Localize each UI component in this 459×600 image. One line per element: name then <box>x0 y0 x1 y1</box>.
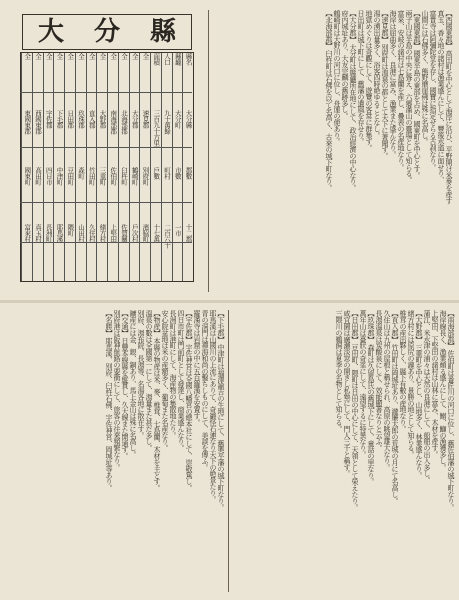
text-line: 【速見郡】 別府町は溫泉の都として天下に著聞す。 <box>381 10 389 159</box>
lower-right-text <box>232 310 454 592</box>
text-line: 【北海部郡】 臼杵町は石佛を以て名高く、古來の城下町なり。 <box>325 10 333 191</box>
table-column <box>107 53 118 281</box>
text-line: 長湯溫泉は炭酸泉にして、效能顯著なりと云ふ。 <box>375 310 383 451</box>
text-line: 富貴寺は阿彌陀堂を存し、國寶に指定せらる古刹なり。 <box>429 10 437 171</box>
text-line: 萬年山は臺狀の奇峯にして、遠望するに特異なり。 <box>359 310 367 458</box>
text-line: 別府港は阪神航路の要衝にして、旅客の往來頻繁なり。 <box>113 310 121 471</box>
table-cell: 全 <box>66 53 75 59</box>
text-line: 湯の湧出量多く、浴客四時絶ゆることなし。 <box>373 10 381 139</box>
table-cell: 中津町 <box>55 167 64 185</box>
table-cell: 高田町 <box>34 167 43 185</box>
table-cell: 全 <box>130 53 139 59</box>
title-char: 縣 <box>149 17 176 47</box>
text-line: 日出町は城下町にして、舊藩の遺風を存せり。 <box>357 10 365 145</box>
table-cell: 二百六十 <box>163 224 172 248</box>
text-line: 【大分郡】 大分町は縣廳所在地にして、政治經濟の中心なり。 <box>349 10 357 191</box>
table-cell: 真玉村 <box>34 224 43 242</box>
table-column <box>96 53 107 281</box>
table-cell: 市數 <box>173 167 182 179</box>
text-line: 蒲江、米水津の浦々は天然の良港にして、船舶の出入多し。 <box>423 310 431 483</box>
text-line: 【日田郡】 豆田町、隈町は日田の中心にして、天領として榮えたり。 <box>351 310 359 511</box>
table-column <box>86 53 97 281</box>
text-line: 久住山は九州の屋根と稱せられ、高原の眺望雄大なり。 <box>383 310 391 471</box>
text-line: 海岸線長く、漁業頗る盛んにして、鰯、鰤の漁獲多し。 <box>439 310 447 471</box>
table-cell: 大分縣 <box>184 110 193 128</box>
table-cell: 濱脇町 <box>141 224 150 242</box>
text-line: 長洲町は港町にして、海産物の集散地たり。 <box>169 310 177 439</box>
table-cell: 全 <box>141 53 150 59</box>
text-line: 府内城址あり、大友宗麟の舊跡多し。 <box>341 10 349 119</box>
lower-left-text <box>6 310 224 592</box>
text-line: 【宇佐郡】 宇佐神宮は全國八幡宮の總本社にして、崇敬篤し。 <box>185 310 193 491</box>
table-cell: 臼杵町 <box>120 167 129 185</box>
text-line: 真玉、香々地の諸村は漁業盛んにして、豐後水道に面せり、 <box>437 10 445 183</box>
table-cell: 大分町 <box>173 110 182 128</box>
table-cell: 隈町 <box>66 224 75 236</box>
table-cell: 久住村 <box>87 224 96 242</box>
table-cell: 日田郡 <box>66 110 75 128</box>
text-line: 海岸は屈曲多く、良港に富み、漁業また盛んなり。 <box>389 10 397 158</box>
table-cell: 豆田町 <box>66 167 75 185</box>
text-line: 【東國東郡】 國東半島の東部を占め、國東町を中心とす。 <box>413 10 421 179</box>
table-column <box>161 53 172 281</box>
text-line: 【大野郡】 三重町を中心とし、山地多く、林業盛んなり。 <box>415 310 423 479</box>
text-line: 【交通】 日豐本線縣を縱貫し、久大線また開通す。 <box>121 310 129 459</box>
text-line: 【南海部郡】 佐伯町は番匠川の河口に位し、舊佐伯藩の城下町なり。 <box>447 310 455 511</box>
table-cell: 山田村 <box>77 224 86 242</box>
text-line: 【玖珠郡】 森町は久留島氏の舊城下にして、童話の里なり。 <box>367 310 375 485</box>
table-column <box>172 53 183 281</box>
title-char: 大 <box>37 17 64 47</box>
table-column <box>43 53 54 281</box>
table-cell: 別府町 <box>141 167 150 185</box>
table-cell: 森町 <box>77 167 86 179</box>
column-separator <box>228 310 229 592</box>
prefecture-title-box <box>22 14 192 50</box>
table-cell: 鶴崎町 <box>130 167 139 185</box>
text-line: 椎茸の産出夥しく、縣下有數の産地なり。 <box>399 310 407 432</box>
text-line: 青の洞門は禪海和尚の鑿ちしものにして、美談を傳ふ。 <box>201 310 209 471</box>
table-column <box>53 53 64 281</box>
text-line: 【下毛郡】 中津町は福澤諭吉の生地にして、舊奧平藩の城下町なり。 <box>217 310 225 511</box>
table-column <box>139 53 150 281</box>
statistics-table <box>20 52 194 282</box>
table-cell: 全 <box>120 53 129 59</box>
text-line: 三隈川の鵜飼は夏季の名物として知らる。 <box>335 310 343 432</box>
table-cell: 東國東郡 <box>23 110 32 134</box>
table-cell: 人口 <box>163 53 172 65</box>
table-cell: 全 <box>77 53 86 59</box>
table-cell: 四日市 <box>44 167 53 185</box>
table-cell: 全 <box>98 53 107 59</box>
table-cell: 國東町 <box>23 167 32 185</box>
table-cell: 下毛郡 <box>55 110 64 128</box>
text-line: 【物産】 本縣の物産は米、麥、椎茸、七島藺、木材を主とす。 <box>153 310 161 491</box>
table-cell: 北海部郡 <box>120 110 129 134</box>
table-cell: 十二郡 <box>184 224 193 242</box>
table-cell: 大野郡 <box>98 110 107 128</box>
table-cell: 全 <box>34 53 43 59</box>
table-column <box>150 53 161 281</box>
table-cell: 耶馬溪 <box>55 224 64 242</box>
table-cell: 戶次村 <box>130 224 139 242</box>
table-cell: 直入郡 <box>87 110 96 128</box>
table-cell: 西國東郡 <box>34 110 43 134</box>
table-column <box>182 53 193 281</box>
table-column <box>64 53 75 281</box>
text-line: 【西國東郡】 高田町を中心として海岸に沿ひ、平野開け米麥を産す <box>445 10 453 204</box>
table-column <box>129 53 140 281</box>
table-cell: 緒方村 <box>98 224 107 242</box>
table-cell: 三重町 <box>98 167 107 185</box>
table-column <box>118 53 129 281</box>
table-cell: 三百九十方里 <box>152 110 161 146</box>
text-line: 鑛産には金、銀、銅あり、馬上金山は殊に名高し。 <box>129 310 137 458</box>
table-cell: 全 <box>44 53 53 59</box>
text-line: 咸宜園は廣瀬淡窓の開きし私塾にして、門人三千と稱す。 <box>343 310 351 477</box>
text-line: 富來、安岐の諸村は七島藺を産し、疊表の名産地なり。 <box>397 10 405 171</box>
text-line: 別府、湯布院、長湯等、名湯各地に散在す。 <box>137 310 145 439</box>
table-cell: 宇佐郡 <box>44 110 53 128</box>
text-line: 耶馬溪は山國川の上流にありて、奇巖怪石連なり天下の絶景たり。 <box>209 310 217 503</box>
text-line: 溫泉の數は全國第一にして、湯量また甚だ多し。 <box>145 310 153 451</box>
text-line: 四日市町は門前町として發達し、商業盛んなり。 <box>177 310 185 451</box>
text-line: 緒方村には原尻の瀧あり、景勝の地として知らる。 <box>407 310 415 458</box>
page-fold <box>0 300 459 303</box>
table-cell: 縣名 <box>184 53 193 65</box>
table-cell: 郡數 <box>184 167 193 179</box>
table-cell: 佐伯町 <box>109 167 118 185</box>
table-cell: 玖珠郡 <box>77 110 86 128</box>
table-cell: 全 <box>23 53 32 59</box>
table-cell: 上堅田 <box>109 224 118 242</box>
table-cell: 佐賀關 <box>120 224 129 242</box>
table-cell: 速見郡 <box>141 110 150 128</box>
table-cell: 全 <box>55 53 64 59</box>
table-cell: 大分郡 <box>130 110 139 128</box>
text-line: 【直入郡】 竹田町は岡城址あり、瀧廉太郎の荒城の月にて名高し。 <box>391 310 399 504</box>
table-cell: 九十萬餘 <box>163 110 172 134</box>
text-line: 地獄めぐりは奇觀にして、遊覽の客常に群集す。 <box>365 10 373 151</box>
table-cell: 全 <box>87 53 96 59</box>
table-cell: 戶數 <box>152 167 161 179</box>
table-cell: 町村 <box>163 167 172 179</box>
text-line: 上堅田、下堅田の諸村は山林に富み、木材を産す。 <box>431 310 439 458</box>
text-line: 【名勝】 耶馬溪、別府、臼杵石佛、宇佐神宮、岡城址等あり。 <box>105 310 113 491</box>
table-column <box>21 53 32 281</box>
title-char: 分 <box>93 17 120 47</box>
table-column <box>32 53 43 281</box>
table-column <box>75 53 86 281</box>
upper-right-text <box>212 10 452 292</box>
table-cell: 全 <box>109 53 118 59</box>
table-cell: 十七萬 <box>152 224 161 242</box>
text-line: 羅漢寺は岩窟の中に五百羅漢を安置す。 <box>193 310 201 426</box>
text-line: 安心院盆地は米の産額多く、葡萄また名産なり。 <box>161 310 169 451</box>
table-cell: 竹田町 <box>87 167 96 185</box>
table-cell: 一市 <box>173 224 182 236</box>
column-separator <box>208 10 209 292</box>
table-cell: 面積 <box>152 53 161 65</box>
table-cell: 長洲町 <box>44 224 53 242</box>
table-cell: 南海部郡 <box>109 110 118 134</box>
text-line: 山間には石佛多く、熊野磨崖佛は殊に名高し。 <box>421 10 429 145</box>
text-line: 兩子山は半島の中央に聳え、六郷滿山の靈場として知らる。 <box>405 10 413 183</box>
text-line: 鶴崎町は大野川の河口に位し、舟運の便あり。 <box>333 10 341 145</box>
table-cell: 富來村 <box>23 224 32 242</box>
table-cell: 縣廳 <box>173 53 182 65</box>
